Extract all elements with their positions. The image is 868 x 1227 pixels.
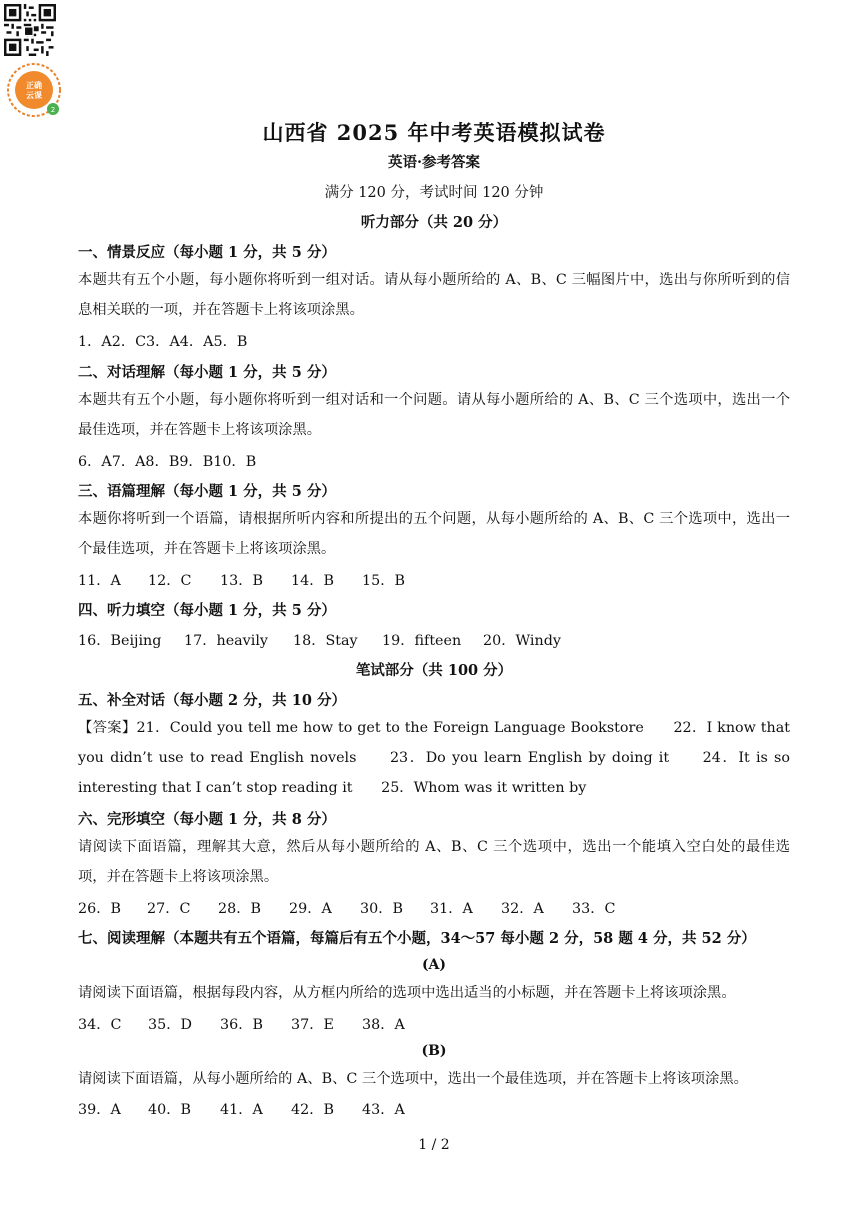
answer-item: 33．C (572, 901, 616, 917)
answer-item: 36．B (220, 1017, 263, 1033)
answer-item: 34．C (78, 1017, 122, 1033)
answer-item: 15．B (362, 573, 405, 589)
passage-a-instruction: 请阅读下面语篇，根据每段内容，从方框内所给的选项中选出适当的小标题，并在答题卡上将该项涂黑。 (78, 985, 736, 1001)
answer-item: 28．B (218, 901, 261, 917)
page-subtitle: 英语·参考答案 (387, 154, 481, 171)
answer-item: 11．A (78, 573, 121, 589)
answer-item: 41．A (220, 1102, 263, 1118)
answer-item: 26．B (78, 901, 121, 917)
answer-item: 13．B (220, 573, 263, 589)
answer-item: 32．A (501, 901, 544, 917)
answer-item: 35．D (148, 1017, 192, 1033)
answer-item: 17．heavily (184, 633, 268, 649)
passage-b-answers (78, 1099, 405, 1119)
passage-b-label: (B) (421, 1043, 447, 1059)
answer-item: 29．A (289, 901, 332, 917)
section-1-heading: 一、情景反应（每小题 1 分，共 5 分） (78, 244, 336, 261)
section-6-answers (78, 898, 615, 918)
section-4-heading: 四、听力填空（每小题 1 分，共 5 分） (78, 602, 336, 619)
section-1-answers: 1．A2．C3．A4．A5．B (78, 334, 248, 350)
section-2-answers: 6．A7．A8．B9．B10．B (78, 454, 257, 470)
logo-seal-icon (6, 62, 62, 118)
answer-item: 37．E (291, 1017, 334, 1033)
answer-item: 12．C (148, 573, 192, 589)
section-6-heading: 六、完形填空（每小题 1 分，共 8 分） (78, 811, 336, 828)
page-title: 山西省 2025 年中考英语模拟试卷 (262, 120, 606, 145)
answer-item: 20．Windy (483, 633, 561, 649)
section-3-heading: 三、语篇理解（每小题 1 分，共 5 分） (78, 483, 336, 500)
answer-item: 39．A (78, 1102, 121, 1118)
section-7-heading: 七、阅读理解（本题共有五个语篇，每篇后有五个小题，34～57 每小题 2 分，58 题 4 分，共 52 分） (78, 930, 756, 947)
passage-b-instruction: 请阅读下面语篇，从每小题所给的 A、B、C 三个选项中，选出一个最佳选项，并在答题卡上将该项涂黑。 (78, 1071, 748, 1087)
svg-text:云课: 云课 (26, 91, 42, 100)
answer-item: 19．fifteen (382, 633, 462, 649)
listening-part-title: 听力部分（共 20 分） (360, 214, 508, 231)
section-6-instruction: 请阅读下面语篇，理解其大意，然后从每小题所给的 A、B、C 三个选项中，选出一个能填入空白处的最佳选项，并在答题卡上将该项涂黑。 (78, 839, 790, 885)
exam-info: 满分 120 分，考试时间 120 分钟 (324, 185, 544, 201)
svg-text:正确: 正确 (26, 81, 42, 90)
section-2-heading: 二、对话理解（每小题 1 分，共 5 分） (78, 364, 336, 381)
section-2-instruction: 本题共有五个小题，每小题你将听到一组对话和一个问题。请从每小题所给的 A、B、C 三个选项中，选出一个最佳选项，并在答题卡上将该项涂黑。 (78, 392, 790, 438)
answer-item: 16．Beijing (78, 633, 162, 649)
page-number: 1 / 2 (418, 1137, 450, 1153)
answer-item: 43．A (362, 1102, 405, 1118)
section-3-answers (78, 570, 405, 590)
writing-part-title: 笔试部分（共 100 分） (355, 662, 513, 679)
section-5-answers: 【答案】21．Could you tell me how to get to the Foreign Language Bookstore 22．I know that you didn’t use to read English novels 23．Do you learn English by doing it 24．It is so interesting that I can’t stop reading it 25．Whom was it written by (78, 720, 790, 796)
answer-item: 30．B (360, 901, 403, 917)
section-1-instruction: 本题共有五个小题，每小题你将听到一组对话。请从每小题所给的 A、B、C 三幅图片中，选出与你所听到的信息相关联的一项，并在答题卡上将该项涂黑。 (78, 272, 790, 318)
section-3-instruction: 本题你将听到一个语篇，请根据所听内容和所提出的五个问题，从每小题所给的 A、B、C 三个选项中，选出一个最佳选项，并在答题卡上将该项涂黑。 (78, 511, 790, 557)
svg-text:2: 2 (50, 106, 56, 114)
answer-item: 14．B (291, 573, 334, 589)
qr-code-icon (4, 4, 56, 56)
section-5-heading: 五、补全对话（每小题 2 分，共 10 分） (78, 692, 346, 709)
answer-item: 38．A (362, 1017, 405, 1033)
answer-item: 42．B (291, 1102, 334, 1118)
answer-item: 31．A (430, 901, 473, 917)
answer-item: 18．Stay (293, 633, 358, 649)
passage-a-answers (78, 1014, 405, 1034)
section-4-answers (78, 630, 561, 650)
answer-item: 40．B (148, 1102, 191, 1118)
passage-a-label: (A) (421, 957, 447, 973)
answer-item: 27．C (147, 901, 191, 917)
